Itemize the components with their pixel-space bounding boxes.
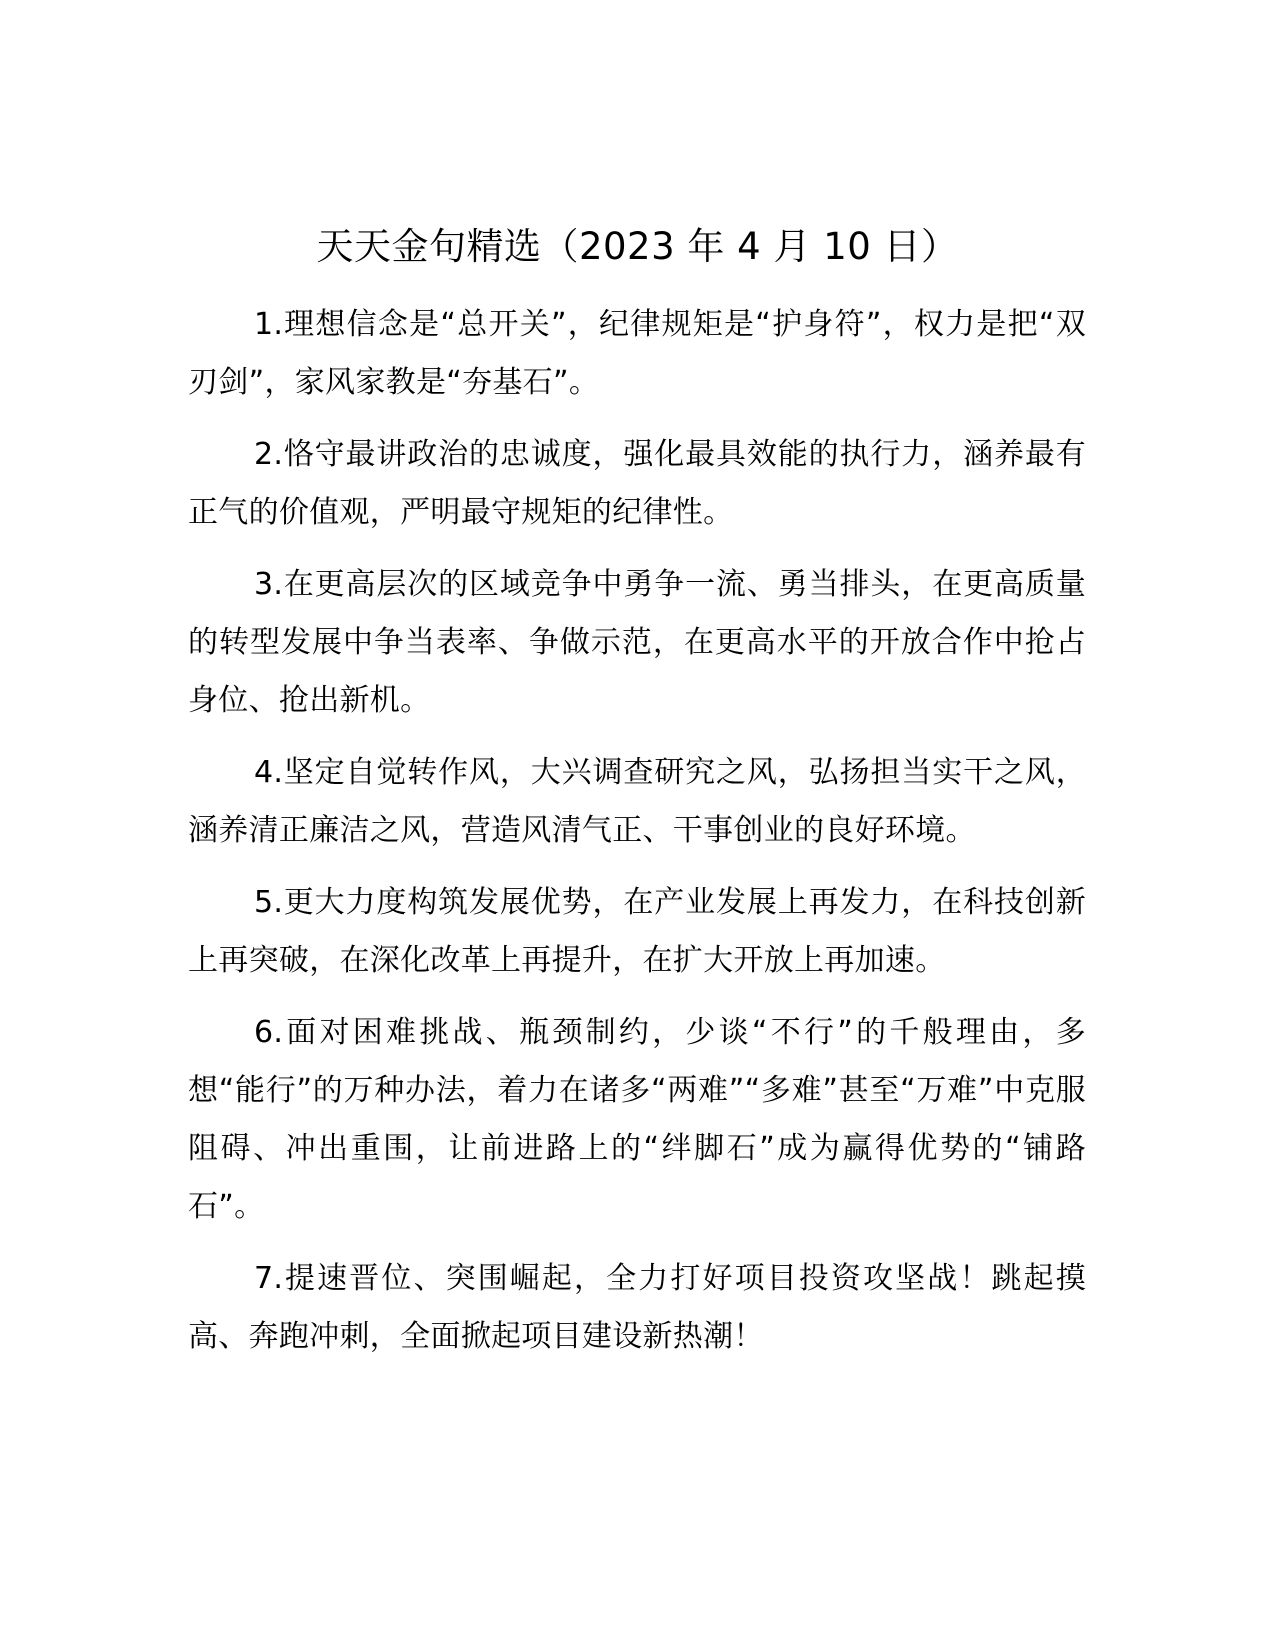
paragraph-5: 5.更大力度构筑发展优势，在产业发展上再发力，在科技创新上再突破，在深化改革上再提升，在扩大开放上再加速。 (188, 885, 1086, 978)
page-title: 天天金句精选（2023 年 4 月 10 日） (316, 225, 959, 268)
paragraph-1: 1.理想信念是“总开关”，纪律规矩是“护身符”，权力是把“双刃剑”，家风家教是“夯基石”。 (188, 307, 1086, 400)
paragraph-3: 3.在更高层次的区域竞争中勇争一流、勇当排头，在更高质量的转型发展中争当表率、争做示范，在更高水平的开放合作中抢占身位、抢出新机。 (188, 567, 1086, 718)
paragraph-7: 7.提速晋位、突围崛起，全力打好项目投资攻坚战！跳起摸高、奔跑冲刺，全面掀起项目建设新热潮！ (188, 1261, 1086, 1354)
paragraph-4: 4.坚定自觉转作风，大兴调查研究之风，弘扬担当实干之风，涵养清正廉洁之风，营造风清气正、干事创业的良好环境。 (188, 755, 1086, 848)
document-body (188, 296, 1086, 1380)
paragraph-2: 2.恪守最讲政治的忠诚度，强化最具效能的执行力，涵养最有正气的价值观，严明最守规矩的纪律性。 (188, 437, 1086, 530)
paragraph-6: 6.面对困难挑战、瓶颈制约，少谈“不行”的千般理由，多想“能行”的万种办法，着力在诸多“两难”“多难”甚至“万难”中克服阻碍、冲出重围，让前进路上的“绊脚石”成为赢得优势的“铺路石”。 (188, 1015, 1086, 1224)
